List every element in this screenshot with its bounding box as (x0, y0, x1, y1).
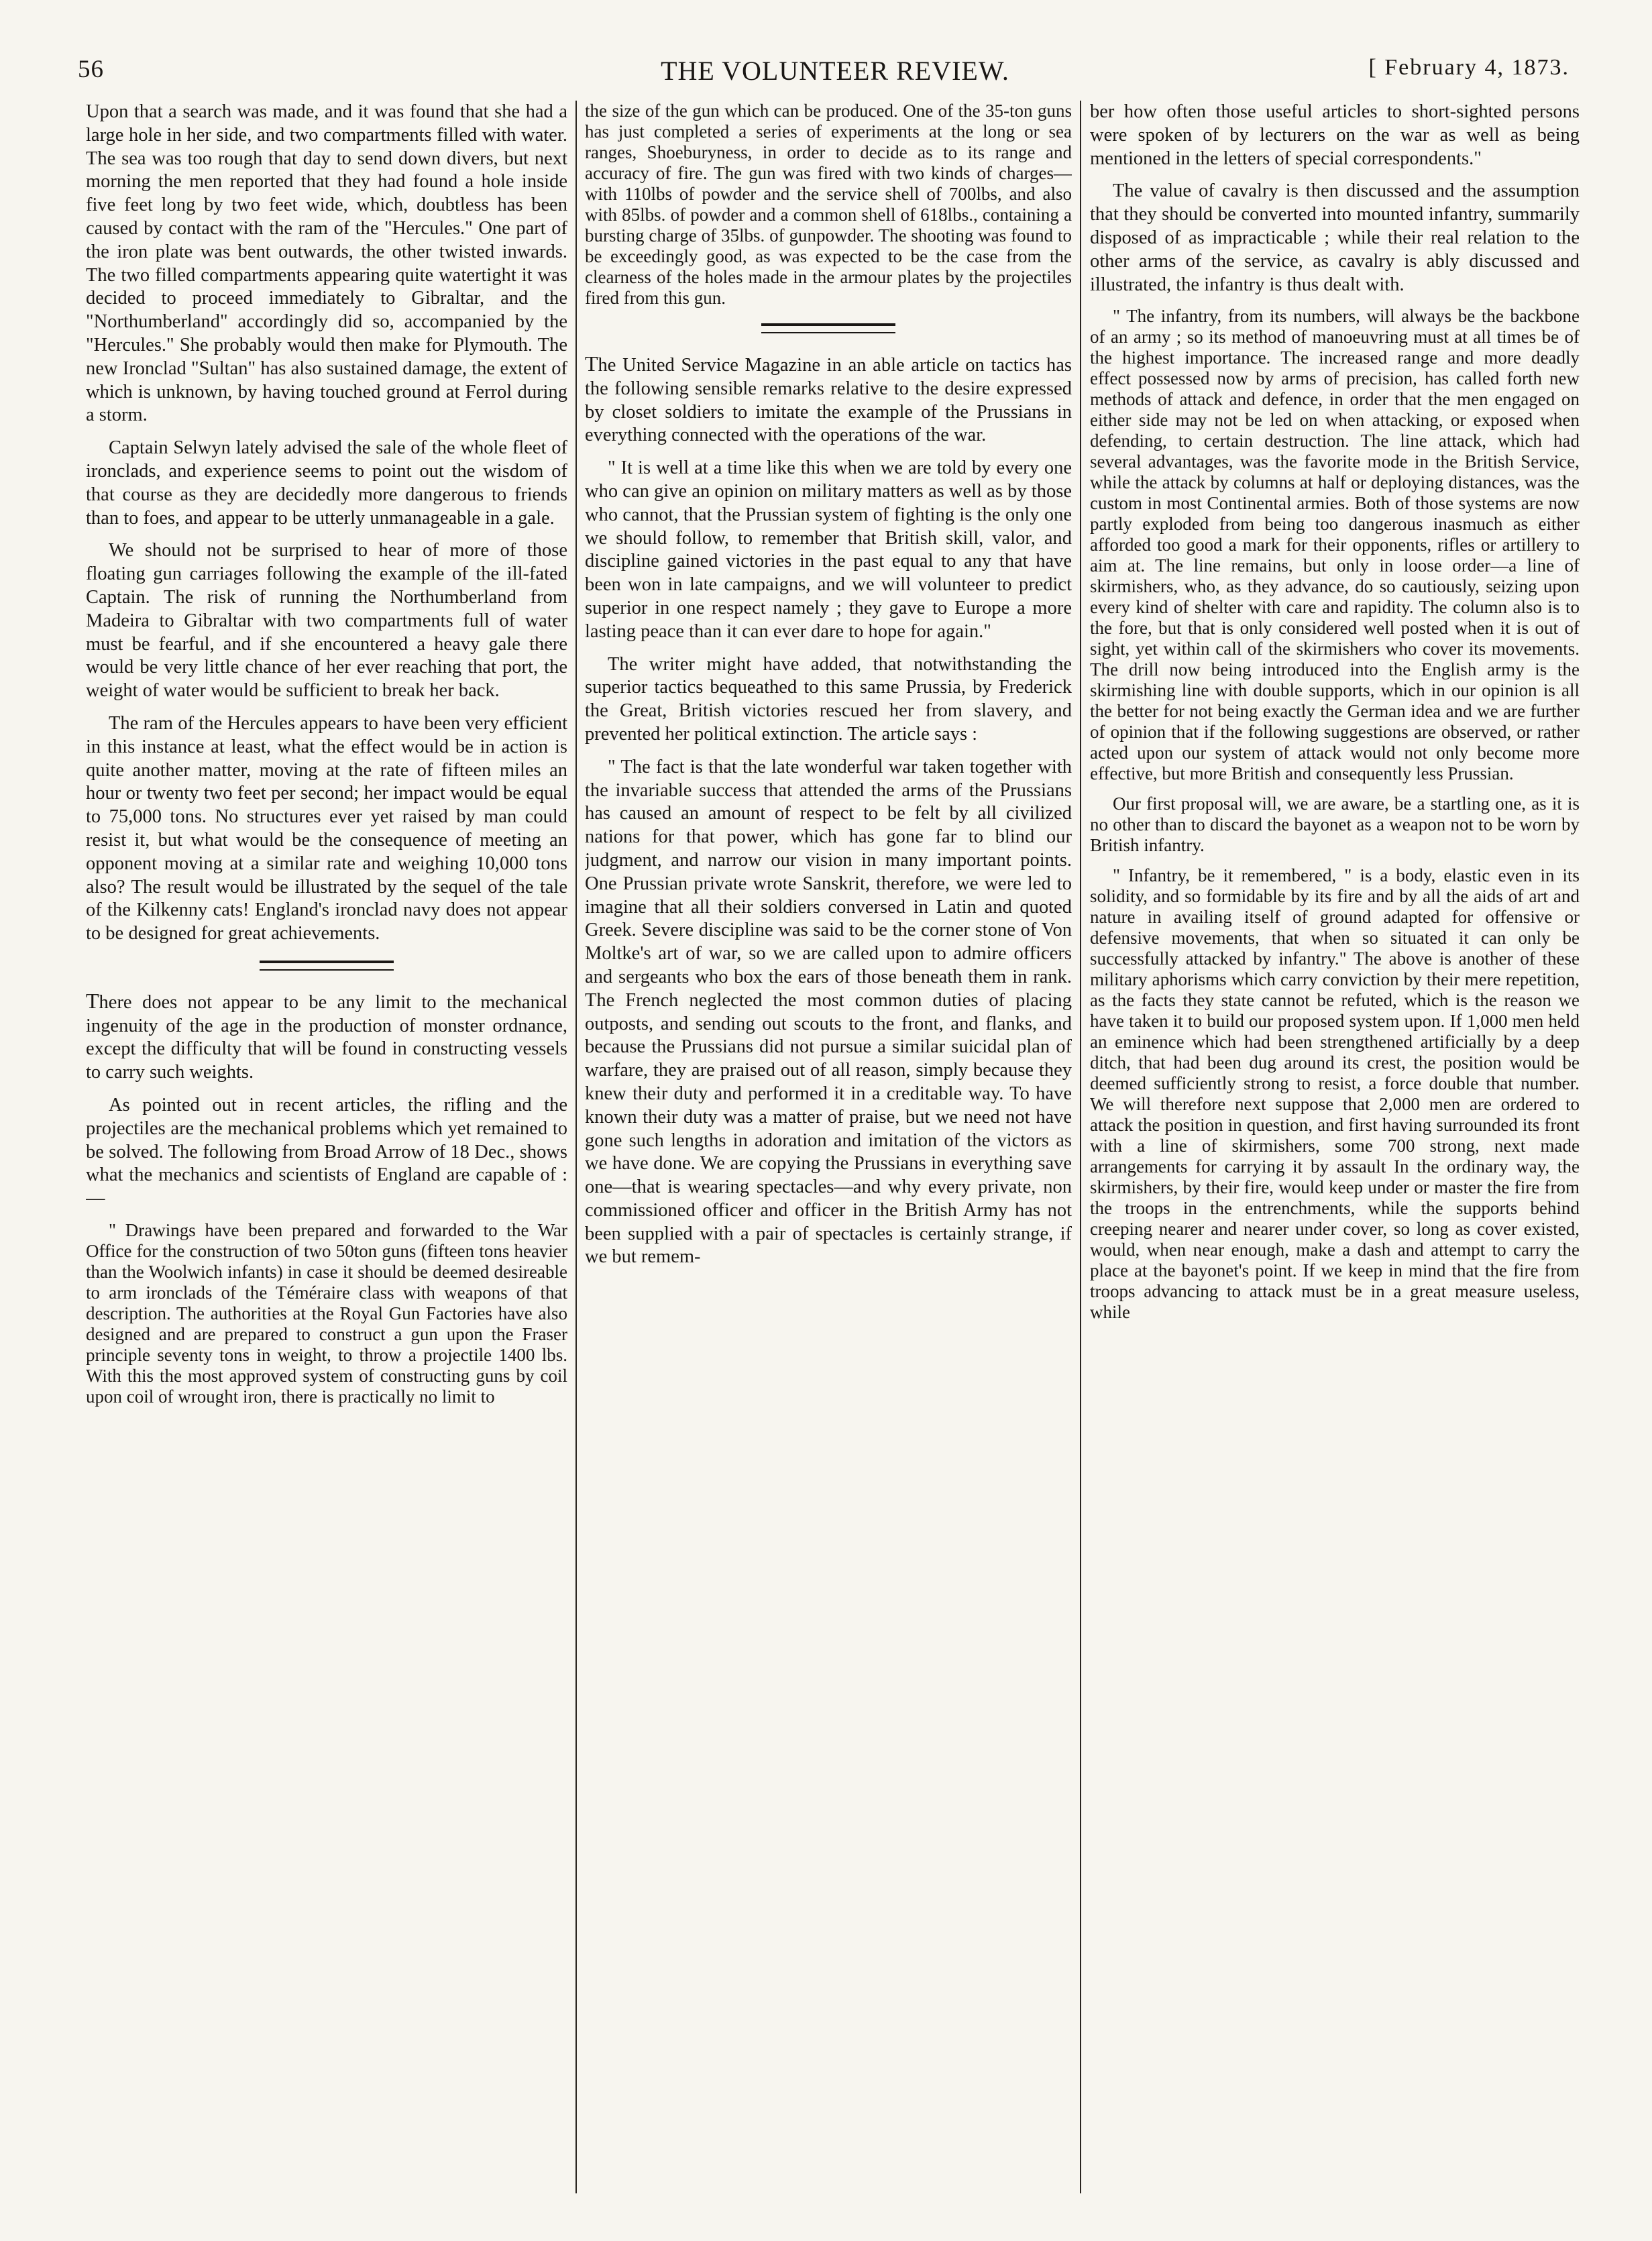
section-separator (260, 961, 394, 971)
paragraph: As pointed out in recent articles, the rifling and the projectiles are the mechanical problems which yet remained to be solved. The following from Broad Arrow of 18 Dec., shows what the mechanics and scientists of England are capable of :— (86, 1095, 567, 1209)
paragraph: ber how often those useful articles to short-sighted persons were spoken of by lecturers on the war as well as being mentioned in the letters of special correspondents." (1090, 101, 1580, 169)
paragraph: The United Service Magazine in an able article on tactics has the following sensible remarks relative to the desire expressed by closet soldiers to imitate the example of the Prussians in everything connected with the operations of the war. (585, 351, 1072, 446)
quoted-paragraph: " The infantry, from its numbers, will always be the backbone of an army ; so its method of manoeuvring must at all times be of the highest importance. The increased range and more deadly effect possessed now by arms of precision, has called forth new methods of attack and defence, in order that the men engaged on either side may not be led on when attacking, or exposed when defending, to certain destruction. The line attack, which had several advantages, was the favorite mode in the British Service, while the attack by columns at half or deploying distances, was the custom in most Continental armies. Both of those systems are now partly exploded from being too dangerous inasmuch as either afforded too good a mark for their opponents, rifles or artillery to aim at. The line remains, but only in loose order—a line of skirmishers, who, as they advance, do so cautiously, seizing upon every kind of shelter with care and rapidity. The column also is to the fore, but that is only considered well posted when it is out of sight, yet within call of the skirmishers who cover its movements. The drill now being introduced into the English army is the skirmishing line with double supports, which in our opinion is all the better for not being exactly the German idea and we are further of opinion that if the following suggestions are observed, or rather acted upon our system of attack would not only become more effective, but more British and consequently less Prussian. (1090, 306, 1580, 784)
quoted-paragraph: " The fact is that the late wonderful war taken together with the invariable success that attended the arms of the Prussians has caused an amount of respect to be felt by all civilized nations for that power, which has gone far to blind our judgment, and narrow our vision in many important points. One Prussian private wrote Sanskrit, therefore, we were led to imagine that all their soldiers conversed in Latin and quoted Greek. Severe discipline was said to be the corner stone of Von Moltke's art of war, so we are called upon to admire officers and sergeants who box the ears of those beneath them in rank. The French neglected the most common duties of placing outposts, and sending out scouts to the front, and flanks, and because the Prussians did not pursue a similar suicidal plan of warfare, they are praised out of all reason, simply because they knew their duty and performed it in a creditable way. To have known their duty was a matter of praise, but we need not have gone such lengths in adoration and imitation of the victors as we have done. We are copying the Prussians in everything save one—that is wearing spectacles—and why every private, non commissioned officer and officer in the British Army has not been supplied with a pair of spectacles is certainly strange, if we but remem- (585, 756, 1072, 1268)
column-right (1090, 101, 1580, 2213)
quoted-paragraph: " Drawings have been prepared and forwarded to the War Office for the construction of two 50ton guns (fifteen tons heavier than the Woolwich infants) in case it should be deemed desireable to arm ironclads of the Téméraire class with weapons of that description. The authorities at the Royal Gun Factories have also designed and are prepared to construct a gun upon the Fraser principle seventy tons in weight, to throw a projectile 1400 lbs. With this the most approved system of constructing guns by coil upon coil of wrought iron, there is practically no limit to (86, 1220, 567, 1407)
paragraph: Our first proposal will, we are aware, be a startling one, as it is no other than to discard the bayonet as a weapon not to be worn by British infantry. (1090, 794, 1580, 856)
page-header (74, 48, 1596, 91)
paragraph: the size of the gun which can be produced. One of the 35-ton guns has just completed a series of experiments at the long or sea ranges, Shoeburyness, in order to decide as to its range and accuracy of fire. The gun was fired with two kinds of charges—with 110lbs of powder and the service shell of 700lbs, and also with 85lbs. of powder and a common shell of 618lbs., containing a bursting charge of 35lbs. of gunpowder. The shooting was found to be exceedingly good, as was expected to be the case from the clearness of the holes made in the armour plates by the projectiles fired from this gun. (585, 101, 1072, 308)
column-rule (575, 101, 577, 2193)
issue-date: [ February 4, 1873. (1368, 55, 1570, 80)
column-middle (585, 101, 1072, 2213)
paragraph: We should not be surprised to hear of more of those floating gun carriages following the example of the ill-fated Captain. The risk of running the Northumberland from Madeira to Gibraltar with two compartments full of water must be fearful, and if she encountered a heavy gale there would be very little chance of her ever reaching that port, the weight of water would be sufficient to break her back. (86, 540, 567, 702)
page-number: 56 (78, 56, 104, 83)
quoted-paragraph: " It is well at a time like this when we are told by every one who can give an opinion on military matters as well as by those who cannot, that the Prussian system of fighting is the only one we should follow, to remember that British skill, valor, and discipline gained victories in the past equal to any that have been won in late campaigns, and we will volunteer to predict superior in one respect namely ; they gave to Europe a more lasting peace than it can ever dare to hope for again." (585, 457, 1072, 642)
paragraph: The value of cavalry is then discussed and the assumption that they should be converted into mounted infantry, summarily disposed of as impracticable ; while their real relation to the other arms of the service, as cavalry is ably discussed and illustrated, the infantry is thus dealt with. (1090, 180, 1580, 295)
column-rule (1080, 101, 1081, 2193)
section-separator (761, 323, 895, 333)
paragraph: There does not appear to be any limit to the mechanical ingenuity of the age in the production of monster ordnance, except the difficulty that will be found in constructing vessels to carry such weights. (86, 988, 567, 1083)
paragraph: The ram of the Hercules appears to have been very efficient in this instance at least, what the effect would be in action is quite another matter, moving at the rate of fifteen miles an hour or twenty two feet per second; her impact would be equal to 75,000 tons. No structures ever yet raised by man could resist it, but what would be the consequence of meeting an opponent moving at a similar rate and weighing 10,000 tons also? The result would be illustrated by the sequel of the tale of the Kilkenny cats! England's ironclad navy does not appear to be designed for great achievements. (86, 712, 567, 944)
quoted-paragraph: " Infantry, be it remembered, " is a body, elastic even in its solidity, and so formidable by its fire and by all the aids of art and nature in availing itself of ground adapted for offensive or defensive movements, that when so situated it can only be successfully attacked by infantry." The above is another of these military aphorisms which carry conviction by their mere repetition, as the facts they state cannot be refuted, which is the reason we have taken it to build our proposed system upon. If 1,000 men held an eminence which had been strengthened artificially by a deep ditch, that had been dug around its crest, the position would be deemed sufficiently strong to resist, a force double that number. We will therefore next suppose that 2,000 men are ordered to attack the position in question, and first having surrounded its front with a line of skirmishers, some 700 strong, next made arrangements for carrying it by assault In the ordinary way, the skirmishers, by their fire, would keep under or master the fire from the troops in the entrenchments, while the supports behind creeping nearer and nearer under cover, so long as cover existed, would, when near enough, make a dash and attempt to carry the place at the bayonet's point. If we keep in mind that the fire from troops advancing to attack must be in a great measure useless, while (1090, 865, 1580, 1323)
paragraph: Upon that a search was made, and it was found that she had a large hole in her side, and two compartments filled with water. The sea was too rough that day to send down divers, but next morning the men reported that they had found a hole inside five feet long by two feet wide, which, doubtless has been caused by contact with the ram of the "Hercules." One part of the iron plate was bent outwards, the other twisted inwards. The two filled compartments appearing quite watertight it was decided to proceed immediately to Gibraltar, and the "Northumberland" accordingly did so, accompanied by the "Hercules." She probably would then make for Plymouth. The new Ironclad "Sultan" has also sustained damage, the extent of which is unknown, by having touched ground at Ferrol during a storm. (86, 101, 567, 426)
column-left (86, 101, 567, 2213)
journal-title: THE VOLUNTEER REVIEW. (661, 56, 1009, 86)
paragraph: Captain Selwyn lately advised the sale of the whole fleet of ironclads, and experience seems to point out the wisdom of that course as they are decidedly more dangerous to friends than to foes, and appear to be utterly unmanageable in a gale. (86, 437, 567, 529)
paragraph: The writer might have added, that notwithstanding the superior tactics bequeathed to this same Prussia, by Frederick the Great, British victories rescued her from slavery, and prevented her political extinction. The article says : (585, 653, 1072, 745)
